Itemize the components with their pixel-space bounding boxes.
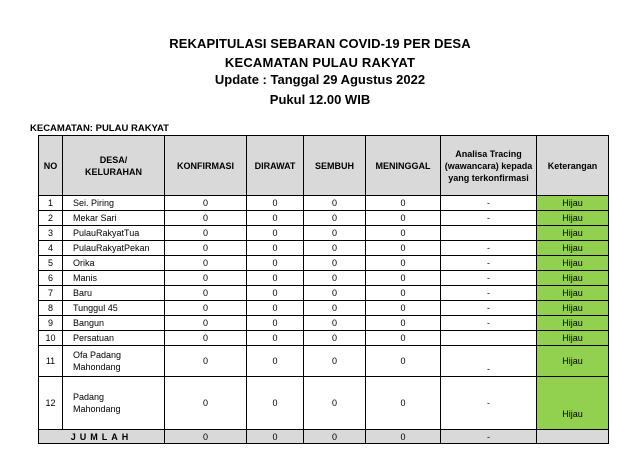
cell-konfirmasi: 0 xyxy=(165,241,247,256)
header-sembuh: SEMBUH xyxy=(304,136,366,196)
total-keterangan xyxy=(537,430,609,444)
cell-keterangan: Hijau xyxy=(537,256,609,271)
cell-keterangan: Hijau xyxy=(537,241,609,256)
cell-dirawat: 0 xyxy=(247,271,304,286)
cell-no: 6 xyxy=(39,271,63,286)
cell-konfirmasi: 0 xyxy=(165,286,247,301)
cell-desa: Mekar Sari xyxy=(63,211,165,226)
cell-sembuh: 0 xyxy=(304,377,366,430)
cell-sembuh: 0 xyxy=(304,331,366,346)
cell-dirawat: 0 xyxy=(247,346,304,377)
cell-no: 2 xyxy=(39,211,63,226)
cell-sembuh: 0 xyxy=(304,196,366,211)
cell-analisa: - xyxy=(441,377,537,430)
covid-recap-table xyxy=(38,135,609,444)
cell-konfirmasi: 0 xyxy=(165,226,247,241)
cell-desa: PulauRakyatPekan xyxy=(63,241,165,256)
cell-dirawat: 0 xyxy=(247,241,304,256)
cell-dirawat: 0 xyxy=(247,211,304,226)
header-no: NO xyxy=(39,136,63,196)
cell-meninggal: 0 xyxy=(366,301,441,316)
table-row xyxy=(39,377,609,430)
cell-keterangan: Hijau xyxy=(537,226,609,241)
cell-konfirmasi: 0 xyxy=(165,271,247,286)
total-konfirmasi: 0 xyxy=(165,430,247,444)
header-analisa-tracing: Analisa Tracing (wawancara) kepada yang terkonfirmasi xyxy=(441,136,537,196)
cell-keterangan: Hijau xyxy=(537,271,609,286)
cell-sembuh: 0 xyxy=(304,286,366,301)
header-konfirmasi: KONFIRMASI xyxy=(165,136,247,196)
cell-keterangan: Hijau xyxy=(537,196,609,211)
cell-sembuh: 0 xyxy=(304,346,366,377)
cell-meninggal: 0 xyxy=(366,211,441,226)
cell-dirawat: 0 xyxy=(247,286,304,301)
table-row xyxy=(39,241,609,256)
cell-sembuh: 0 xyxy=(304,301,366,316)
report-update-date: Update : Tanggal 29 Agustus 2022 xyxy=(214,72,426,87)
cell-analisa: - xyxy=(441,346,537,377)
cell-analisa: - xyxy=(441,196,537,211)
cell-meninggal: 0 xyxy=(366,331,441,346)
total-meninggal: 0 xyxy=(366,430,441,444)
total-sembuh: 0 xyxy=(304,430,366,444)
total-row xyxy=(39,430,609,444)
cell-keterangan: Hijau xyxy=(537,331,609,346)
cell-sembuh: 0 xyxy=(304,211,366,226)
table-row xyxy=(39,346,609,377)
cell-analisa: - xyxy=(441,241,537,256)
cell-analisa: - xyxy=(441,316,537,331)
cell-desa: Padang Mahondang xyxy=(63,377,165,430)
cell-dirawat: 0 xyxy=(247,226,304,241)
table-row xyxy=(39,301,609,316)
cell-sembuh: 0 xyxy=(304,226,366,241)
cell-dirawat: 0 xyxy=(247,256,304,271)
cell-analisa: - xyxy=(441,256,537,271)
total-analisa: - xyxy=(441,430,537,444)
header-desa: DESA/ KELURAHAN xyxy=(63,136,165,196)
cell-konfirmasi: 0 xyxy=(165,331,247,346)
cell-no: 10 xyxy=(39,331,63,346)
cell-no: 11 xyxy=(39,346,63,377)
cell-desa: PulauRakyatTua xyxy=(63,226,165,241)
cell-no: 7 xyxy=(39,286,63,301)
table-row xyxy=(39,256,609,271)
cell-sembuh: 0 xyxy=(304,241,366,256)
cell-meninggal: 0 xyxy=(366,316,441,331)
cell-analisa xyxy=(441,331,537,346)
cell-analisa: - xyxy=(441,271,537,286)
cell-dirawat: 0 xyxy=(247,377,304,430)
cell-keterangan: Hijau xyxy=(537,377,609,430)
cell-keterangan: Hijau xyxy=(537,211,609,226)
cell-dirawat: 0 xyxy=(247,301,304,316)
cell-konfirmasi: 0 xyxy=(165,346,247,377)
cell-konfirmasi: 0 xyxy=(165,196,247,211)
cell-konfirmasi: 0 xyxy=(165,301,247,316)
table-row xyxy=(39,286,609,301)
cell-analisa xyxy=(441,226,537,241)
cell-desa: Bangun xyxy=(63,316,165,331)
cell-desa: Sei. Piring xyxy=(63,196,165,211)
header-meninggal: MENINGGAL xyxy=(366,136,441,196)
cell-meninggal: 0 xyxy=(366,241,441,256)
table-row xyxy=(39,271,609,286)
cell-no: 9 xyxy=(39,316,63,331)
total-label: JUMLAH xyxy=(39,430,165,444)
cell-meninggal: 0 xyxy=(366,256,441,271)
cell-keterangan: Hijau xyxy=(537,346,609,377)
header-keterangan: Keterangan xyxy=(537,136,609,196)
cell-meninggal: 0 xyxy=(366,196,441,211)
cell-desa: Ofa Padang Mahondang xyxy=(63,346,165,377)
cell-keterangan: Hijau xyxy=(537,316,609,331)
table-row xyxy=(39,331,609,346)
cell-meninggal: 0 xyxy=(366,271,441,286)
cell-meninggal: 0 xyxy=(366,377,441,430)
cell-no: 8 xyxy=(39,301,63,316)
cell-keterangan: Hijau xyxy=(537,286,609,301)
header-dirawat: DIRAWAT xyxy=(247,136,304,196)
cell-desa: Tunggul 45 xyxy=(63,301,165,316)
cell-no: 4 xyxy=(39,241,63,256)
cell-no: 5 xyxy=(39,256,63,271)
cell-dirawat: 0 xyxy=(247,316,304,331)
cell-desa: Persatuan xyxy=(63,331,165,346)
table-row xyxy=(39,316,609,331)
cell-analisa: - xyxy=(441,211,537,226)
cell-desa: Orika xyxy=(63,256,165,271)
report-title: REKAPITULASI SEBARAN COVID-19 PER DESA xyxy=(169,36,471,51)
cell-konfirmasi: 0 xyxy=(165,377,247,430)
cell-desa: Baru xyxy=(63,286,165,301)
kecamatan-label: KECAMATAN: PULAU RAKYAT xyxy=(30,123,169,134)
cell-desa: Manis xyxy=(63,271,165,286)
cell-meninggal: 0 xyxy=(366,226,441,241)
cell-sembuh: 0 xyxy=(304,316,366,331)
table-row xyxy=(39,211,609,226)
cell-analisa: - xyxy=(441,286,537,301)
cell-dirawat: 0 xyxy=(247,196,304,211)
cell-analisa: - xyxy=(441,301,537,316)
table-row xyxy=(39,196,609,211)
table-row xyxy=(39,226,609,241)
cell-no: 1 xyxy=(39,196,63,211)
cell-meninggal: 0 xyxy=(366,286,441,301)
cell-konfirmasi: 0 xyxy=(165,316,247,331)
cell-dirawat: 0 xyxy=(247,331,304,346)
cell-sembuh: 0 xyxy=(304,256,366,271)
cell-no: 12 xyxy=(39,377,63,430)
report-update-time: Pukul 12.00 WIB xyxy=(269,92,371,107)
report-subtitle-kecamatan: KECAMATAN PULAU RAKYAT xyxy=(224,55,416,70)
cell-konfirmasi: 0 xyxy=(165,211,247,226)
cell-sembuh: 0 xyxy=(304,271,366,286)
cell-keterangan: Hijau xyxy=(537,301,609,316)
cell-meninggal: 0 xyxy=(366,346,441,377)
cell-no: 3 xyxy=(39,226,63,241)
total-dirawat: 0 xyxy=(247,430,304,444)
cell-konfirmasi: 0 xyxy=(165,256,247,271)
